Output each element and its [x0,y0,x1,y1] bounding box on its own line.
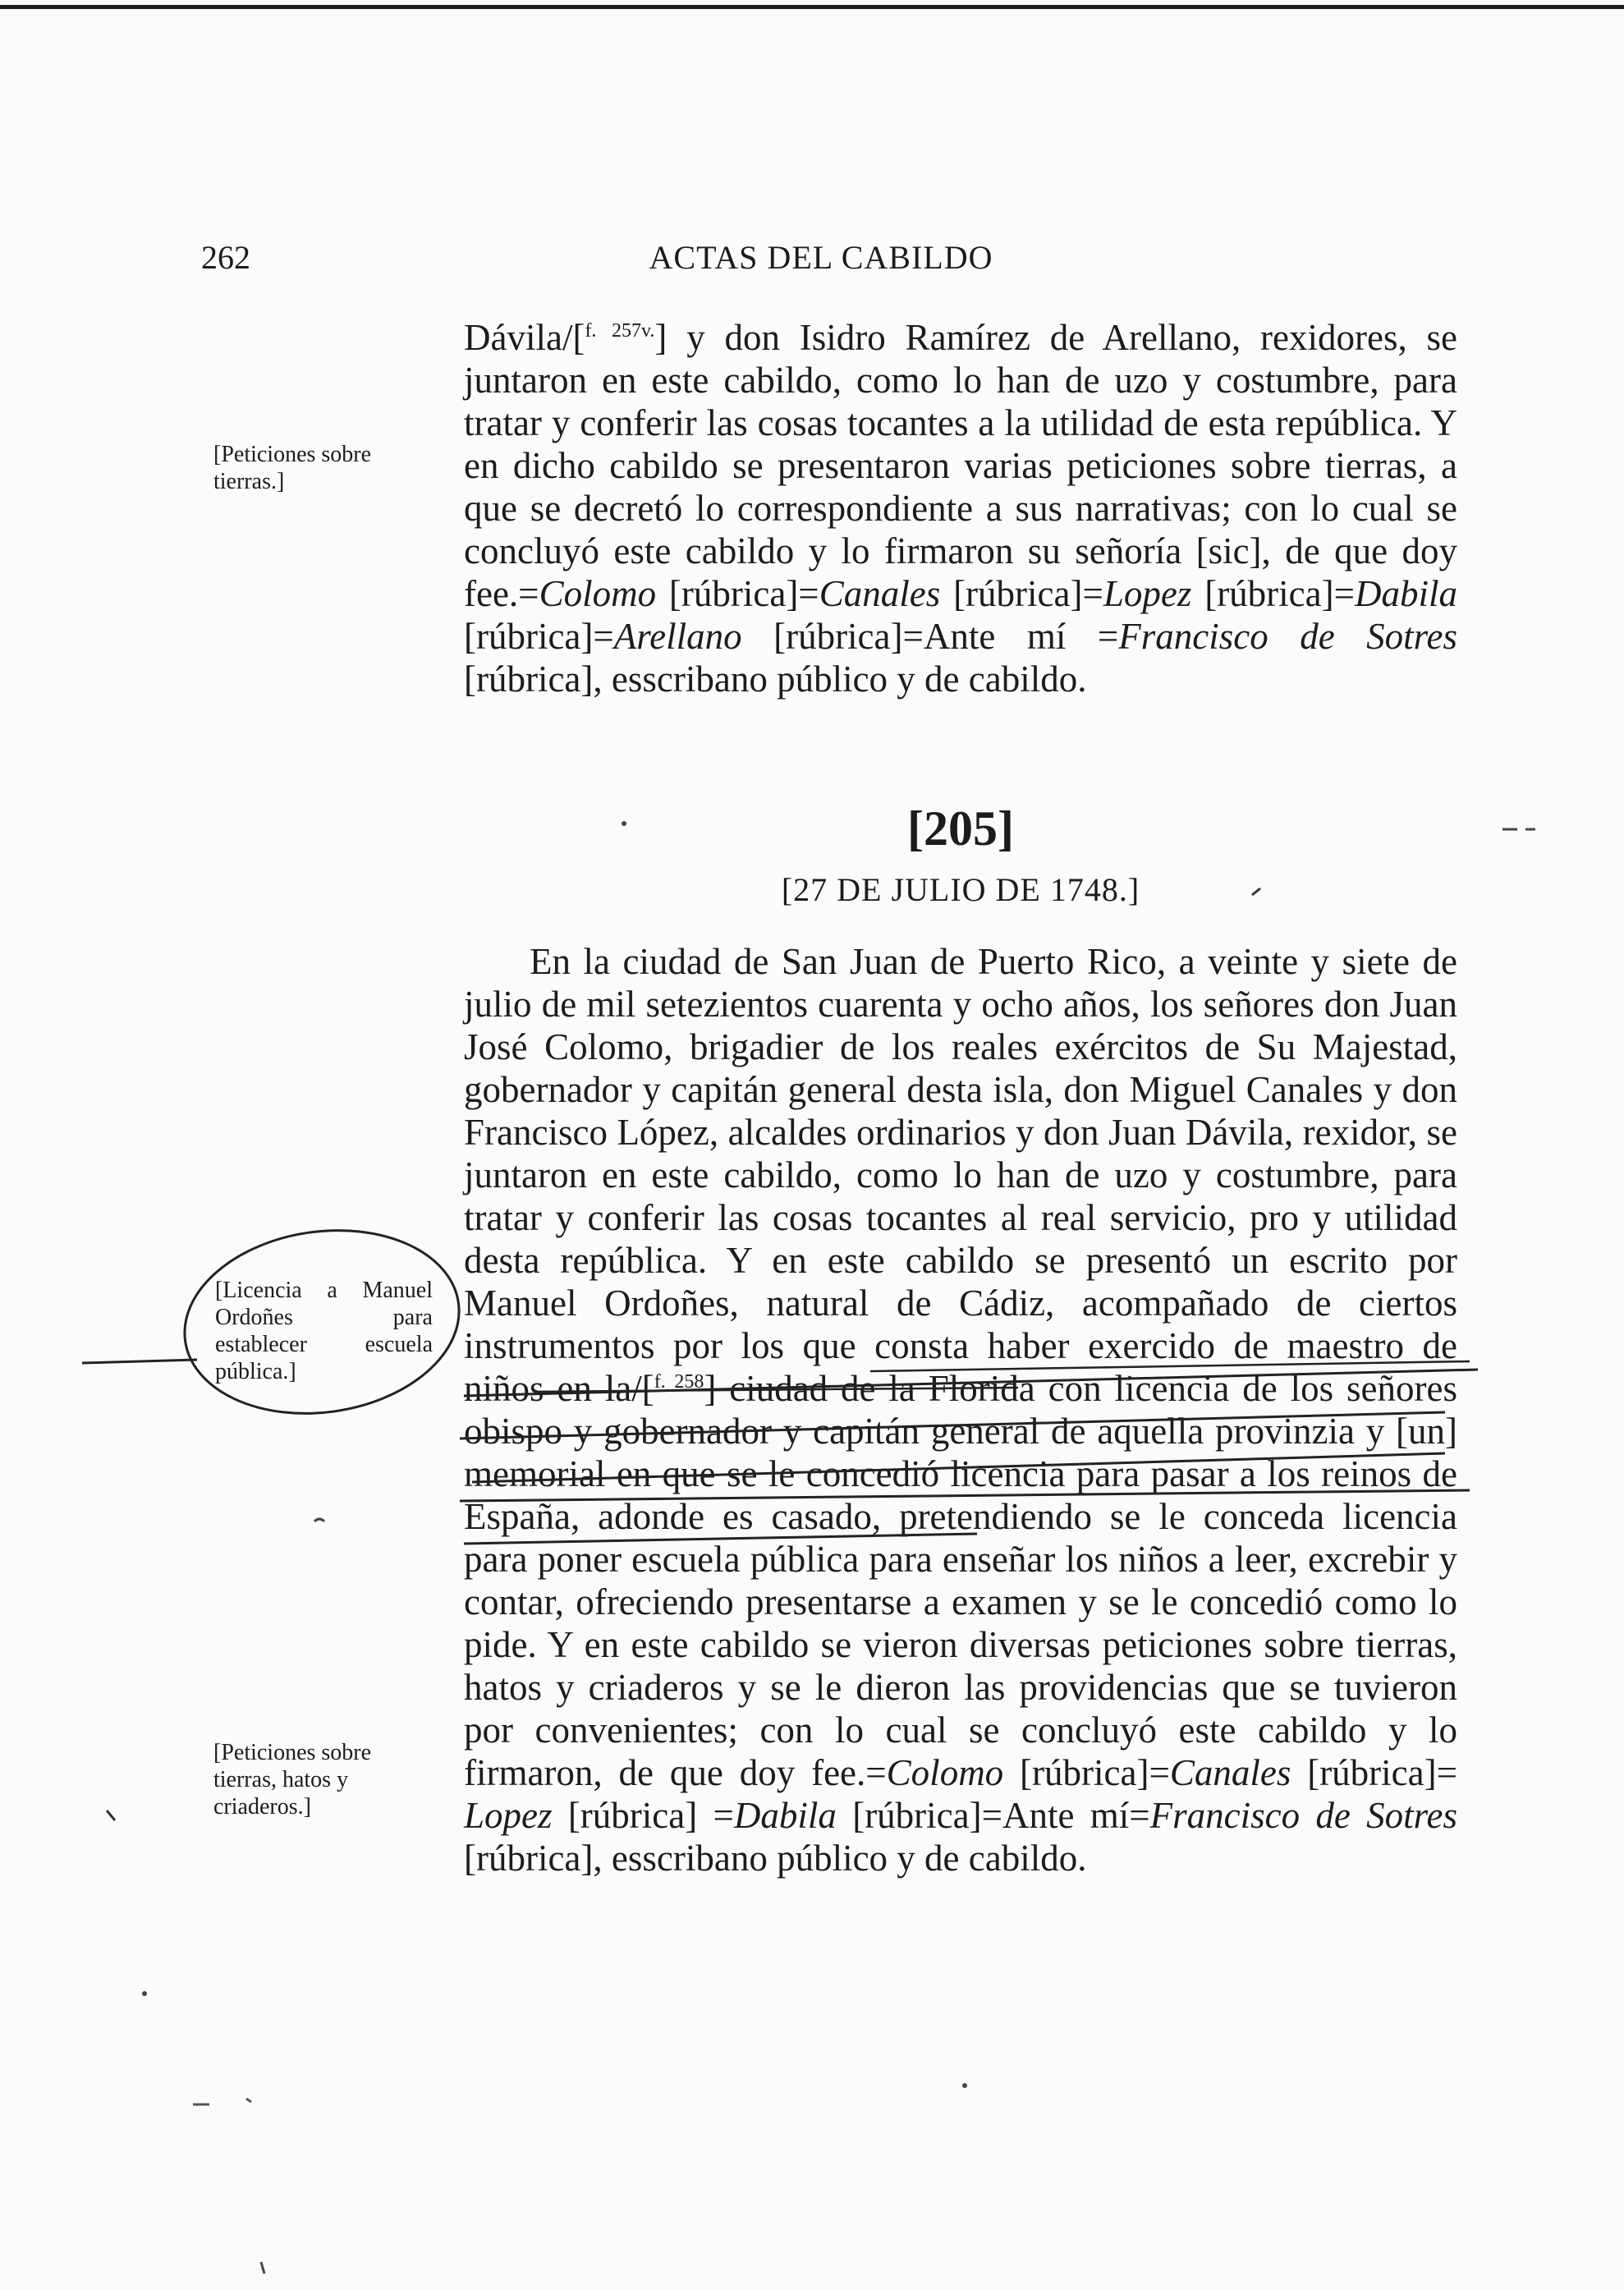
text-run: ] y don Isidro Ramírez de Arellano, rexidores, se juntaron en este cabildo, como lo han de uzo y costumbre, para tratar y conferir las cosas tocantes a la utilidad de esta república. Y en dicho cabildo se presentaron varias peticiones sobre tierras, a que se decretó lo correspondiente a sus narrativas; con lo cual se concluyó este cabildo y lo firmaron su señoría [sic], de que doy fee.= [464,317,1457,614]
stray-mark [261,2262,264,2274]
stray-mark [314,1519,324,1521]
annotation-underline [460,1412,1445,1439]
rubrica-mark: [rúbrica] = [552,1795,734,1836]
rubrica-mark: [rúbrica]=Ante mí = [741,616,1119,657]
annotation-underline [472,1453,1445,1482]
rubrica-mark: [rúbrica], esscribano público y de cabildo. [464,1838,1087,1879]
rubrica-mark: [rúbrica]= [1291,1752,1457,1793]
entry-date: [27 DE JULIO DE 1748.] [781,871,1140,908]
text-run: En la ciudad de San Juan de Puerto Rico, a veinte y siete de julio de mil setezientos cuarenta y ocho años, los señores don Juan José Colomo, brigadier de los reales exércitos de Su Majestad, gobernador y capitán general desta isla, don Miguel Canales y don Francisco López, alcaldes ordinarios y don Juan Dávila, rexidor, se juntaron en este cabildo, como lo han de uzo y costumbre, para tratar y conferir las cosas tocantes al real servicio, pro y utilidad desta república. Y en este cabildo se presentó un escrito por Manuel Ordoñes, natural de Cádiz, acompañado de ciertos instrumentos por los que consta haber exercido de maestro de niños en la/[ [464,941,1457,1409]
signature-name: Francisco de Sotres [1118,616,1458,657]
signature-name: Lopez [464,1795,553,1836]
folio-marker: f. 258 [654,1371,704,1393]
signature-name: Colomo [886,1752,1004,1793]
rubrica-mark: [rúbrica]= [940,573,1103,614]
annotation-strikethrough [870,1361,1470,1371]
signature-name: Dabila [1354,573,1457,614]
annotation-underline [460,1490,1470,1501]
stray-mark [193,2099,251,2104]
rubrica-mark: [rúbrica]= [1003,1752,1170,1793]
margin-note-licencia-escuela: [Licencia a Manuel Ordoñes para establecer escuela pública.] [215,1278,433,1384]
rubrica-mark: [rúbrica]= [656,573,819,614]
margin-note-peticiones-tierras: [Peticiones sobre tierras.] [213,442,372,494]
rubrica-mark: [rúbrica]= [1191,573,1355,614]
signature-name: Canales [819,573,941,614]
stray-mark [622,821,626,826]
page-number: 262 [201,239,250,276]
rubrica-mark: [rúbrica], esscribano público y de cabildo. [464,659,1087,700]
stray-mark [142,1991,147,1996]
signature-name: Arellano [613,616,742,657]
folio-marker: f. 257v. [585,320,655,342]
annotation-circle [172,1214,470,1431]
stray-mark [962,2083,967,2088]
stray-mark [107,1810,115,1820]
signature-name: Canales [1169,1752,1291,1793]
entry-number: [205] [907,801,1014,856]
signature-name: Dabila [733,1795,837,1836]
rubrica-mark: [rúbrica]= [464,616,614,657]
margin-note-peticiones-hatos: [Peticiones sobre tierras, hatos y criaderos.] [213,1740,372,1820]
signature-name: Francisco de Sotres [1149,1795,1458,1836]
signature-name: Colomo [539,573,657,614]
signature-name: Lopez [1103,573,1192,614]
annotation-underline [464,1534,977,1544]
running-title: ACTAS DEL CABILDO [649,239,993,276]
rubrica-mark: [rúbrica]=Ante mí= [836,1795,1150,1836]
annotation-pointer-line [82,1360,197,1363]
text-run: ] ciudad de la Florida con licencia de los señores obispo y gobernador y capitán general de aquella provinzia y [un] memorial en que se le concedió licencia para pasar a los reinos de España, adonde es casado, pretendiendo se le conceda licencia para poner escuela pública para enseñar los niños a leer, excrebir y contar, ofreciendo presentarse a examen y se le concedió como lo pide. Y en este cabildo se vieron diversas peticiones sobre tierras, hatos y criaderos y se le dieron las providencias que se tuvieron por convenientes; con lo cual se concluyó este cabildo y lo firmaron, de que doy fee.= [464,1368,1457,1793]
stray-mark [1252,888,1260,895]
text-run: Dávila/[ [464,317,585,358]
